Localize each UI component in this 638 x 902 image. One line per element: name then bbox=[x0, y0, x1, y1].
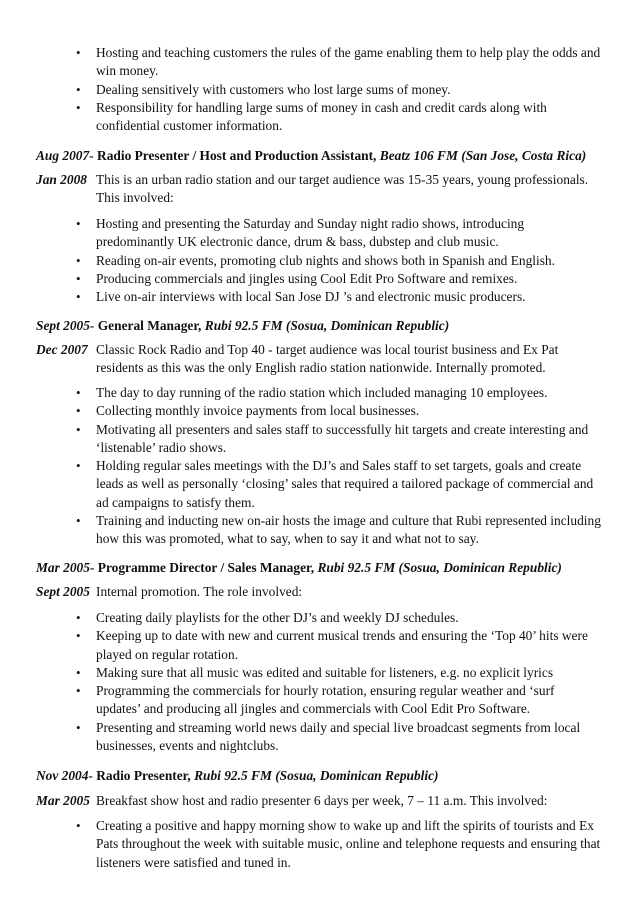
job-description: This is an urban radio station and our target audience was 15-35 years, young professionals. This involved: bbox=[96, 172, 589, 206]
job-heading bbox=[0, 317, 449, 335]
list-item: • Collecting monthly invoice payments from local businesses. bbox=[0, 402, 638, 420]
job-description: Internal promotion. The role involved: bbox=[96, 584, 303, 599]
job-organization: Rubi 92.5 FM (Sosua, Dominican Republic) bbox=[204, 318, 450, 333]
job-intro bbox=[0, 792, 638, 810]
job-intro bbox=[0, 583, 602, 601]
list-item: • Programming the commercials for hourly rotation, ensuring regular weather and ‘surf updates’ and producing all jingles and commercials with Cool Edit Pro Software. bbox=[0, 682, 638, 719]
list-item: • The day to day running of the radio station which included managing 10 employees. bbox=[0, 384, 638, 402]
job-intro bbox=[0, 171, 638, 208]
list-item: • Hosting and presenting the Saturday and Sunday night radio shows, introducing predominantly UK electronic dance, drum & bass, dubstep and club music. bbox=[0, 215, 638, 252]
list-item: • Reading on-air events, promoting club nights and shows both in Spanish and English. bbox=[0, 252, 638, 270]
job-heading bbox=[0, 767, 439, 785]
bullet-list-previous-job bbox=[0, 44, 638, 135]
job-title: Radio Presenter, bbox=[96, 768, 191, 783]
job-heading bbox=[0, 559, 562, 577]
bullet-list-job2 bbox=[0, 384, 638, 549]
list-item: • Responsibility for handling large sums of money in cash and credit cards along with confidential customer information. bbox=[0, 99, 638, 136]
job-start-date: Nov 2004- bbox=[36, 768, 93, 783]
list-item: • Hosting and teaching customers the rules of the game enabling them to help play the odds and win money. bbox=[0, 44, 638, 81]
job-start-date: Mar 2005- bbox=[36, 560, 95, 575]
job-description: Breakfast show host and radio presenter 6 days per week, 7 – 11 a.m. This involved: bbox=[96, 793, 548, 808]
job-organization: Beatz 106 FM (San Jose, Costa Rica) bbox=[379, 148, 587, 163]
job-end-date: Sept 2005 bbox=[36, 584, 90, 599]
list-item: • Motivating all presenters and sales staff to successfully hit targets and create interesting and ‘listenable’ radio shows. bbox=[0, 421, 638, 458]
bullet-list-job1 bbox=[0, 215, 638, 306]
job-title: General Manager, bbox=[97, 318, 202, 333]
list-item: • Holding regular sales meetings with the DJ’s and Sales staff to set targets, goals and create leads as well as personally ‘closing’ sales that required a tailored package of commercial and ad campaigns to satisfy them. bbox=[0, 457, 638, 512]
job-start-date: Sept 2005- bbox=[36, 318, 95, 333]
job-end-date: Dec 2007 bbox=[36, 342, 88, 357]
job-title: Programme Director / Sales Manager, bbox=[97, 560, 315, 575]
list-item: • Presenting and streaming world news daily and special live broadcast segments from local businesses, events and nightclubs. bbox=[0, 719, 638, 756]
job-start-date: Aug 2007- bbox=[36, 148, 94, 163]
list-item: • Keeping up to date with new and current musical trends and ensuring the ‘Top 40’ hits were played on regular rotation. bbox=[0, 627, 638, 664]
bullet-list-job3 bbox=[0, 609, 638, 755]
job-end-date: Jan 2008 bbox=[36, 172, 87, 187]
list-item: • Making sure that all music was edited and suitable for listeners, e.g. no explicit lyrics bbox=[0, 664, 638, 682]
list-item: • Dealing sensitively with customers who lost large sums of money. bbox=[0, 81, 638, 99]
list-item: • Creating a positive and happy morning show to wake up and lift the spirits of tourists and Ex Pats throughout the week with suitable music, online and telephone requests and ensuring that listeners were satisfied and tuned in. bbox=[0, 817, 638, 872]
bullet-list-job4 bbox=[0, 817, 638, 872]
job-organization: Rubi 92.5 FM (Sosua, Dominican Republic) bbox=[194, 768, 439, 783]
job-title: Radio Presenter / Host and Production Assistant, bbox=[97, 148, 377, 163]
job-intro bbox=[0, 341, 602, 378]
list-item: • Training and inducting new on-air hosts the image and culture that Rubi represented including how this was promoted, what to say, when to say it and what not to say. bbox=[0, 512, 638, 549]
job-description: Classic Rock Radio and Top 40 - target audience was local tourist business and Ex Pat residents as this was the only English radio station nationwide. Internally promoted. bbox=[96, 342, 559, 376]
list-item: • Producing commercials and jingles using Cool Edit Pro Software and remixes. bbox=[0, 270, 638, 288]
job-heading bbox=[0, 147, 586, 165]
list-item: • Creating daily playlists for the other DJ’s and weekly DJ schedules. bbox=[0, 609, 638, 627]
list-item: • Live on-air interviews with local San Jose DJ ’s and electronic music producers. bbox=[0, 288, 638, 306]
job-end-date: Mar 2005 bbox=[36, 793, 90, 808]
job-organization: Rubi 92.5 FM (Sosua, Dominican Republic) bbox=[317, 560, 562, 575]
